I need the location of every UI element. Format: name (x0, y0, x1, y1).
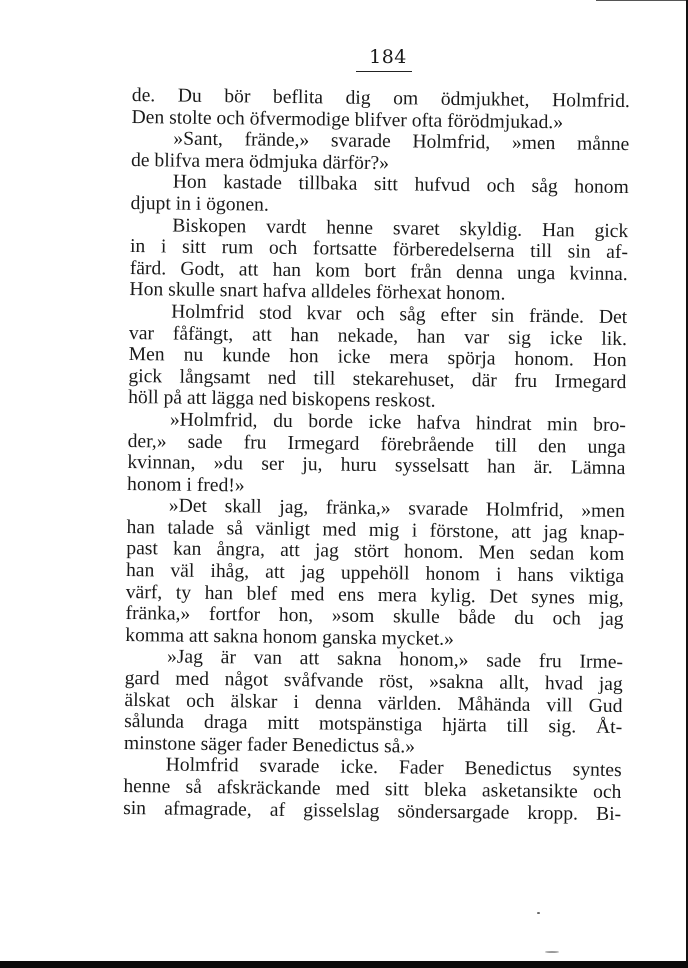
text-line: »Sant, frände,» svarade Holmfrid, »men månne (173, 128, 630, 156)
body-text (123, 85, 630, 825)
text-line: gard med något svåfvande röst, »sakna allt, hvad jag (124, 667, 623, 696)
text-line: Biskopen vardt henne svaret skyldig. Han gick (172, 215, 629, 242)
text-line: »Jag är van att sakna honom,» sade fru Irme- (166, 646, 624, 674)
text-line: sin afmagrade, af gisselslag söndersargade kropp. Bi- (123, 797, 622, 825)
text-line: sålunda draga mitt motspänstiga hjärta till sig. Åt- (124, 711, 623, 739)
page-number-rule (356, 71, 412, 72)
text-line: komma att sakna honom ganska mycket.» (125, 624, 455, 650)
scan-top-edge (596, 0, 688, 1)
text-line: Holmfrid stod kvar och såg efter sin frände. Det (171, 301, 628, 329)
scan-speck (537, 912, 540, 914)
scan-bottom-border (0, 961, 688, 968)
scan-speck (545, 951, 559, 953)
text-line: fränka,» fortfor hon, »som skulle både du och jag (125, 603, 624, 631)
text-line: djupt in i ögonen. (130, 192, 269, 216)
text-line: Hon skulle snart hafva alldeles förhexat honom. (129, 279, 506, 305)
text-line: der,» sade fru Irmegard förebrående till den unga (127, 430, 626, 458)
text-line: in i sitt rum och fortsatte förberedelserna till sin af- (129, 236, 629, 264)
text-line: var fåfängt, att han nekade, han var sig icke lik. (128, 322, 628, 350)
text-line: han väl ihåg, att jag uppehöll honom i hans viktiga (125, 560, 625, 588)
text-line: Holmfrid svarade icke. Fader Benedictus syntes (165, 754, 622, 782)
text-line: älskat och älskar i denna världen. Måhända vill Gud (124, 689, 623, 717)
text-line: »Det skall jag, fränka,» svarade Holmfrid, »men (168, 495, 625, 523)
text-line: kvinnan, »du ser ju, huru sysselsatt han är. Lämna (127, 452, 626, 480)
text-line: höll på att lägga ned biskopens reskost. (128, 387, 436, 413)
text-line: de. Du bör beflita dig om ödmjukhet, Holmfrid. (131, 85, 630, 113)
text-line: de blifva mera ödmjuka därför?» (130, 149, 390, 174)
text-line: han talade så vänligt med mig i förstone, att jag knap- (126, 516, 625, 544)
text-line: »Holmfrid, du borde icke hafva hindrat min bro- (169, 409, 627, 436)
text-line: henne så afskräckande med sitt bleka asketansikte och (123, 775, 622, 804)
text-line: minstone säger fader Benedictus så.» (123, 732, 416, 758)
text-line: Hon kastade tillbaka sitt hufvud och såg honom (172, 171, 629, 199)
text-line: past kan ångra, att jag stört honom. Men sedan kom (126, 538, 625, 566)
text-line: Den stolte och öfvermodige blifver ofta förödmjukad.» (131, 106, 564, 133)
text-line: färd. Godt, att han kom bort från denna unga kvinna. (129, 257, 628, 285)
page-number: 184 (369, 46, 407, 68)
text-line: värf, ty han blef med ens mera kylig. Det synes mig, (125, 581, 624, 609)
text-line: gick långsamt ned till stekarehuset, där fru Irmegard (128, 365, 627, 393)
text-line: Men nu kunde hon icke mera spörja honom. Hon (128, 344, 627, 372)
text-line: honom i fred!» (126, 473, 245, 497)
